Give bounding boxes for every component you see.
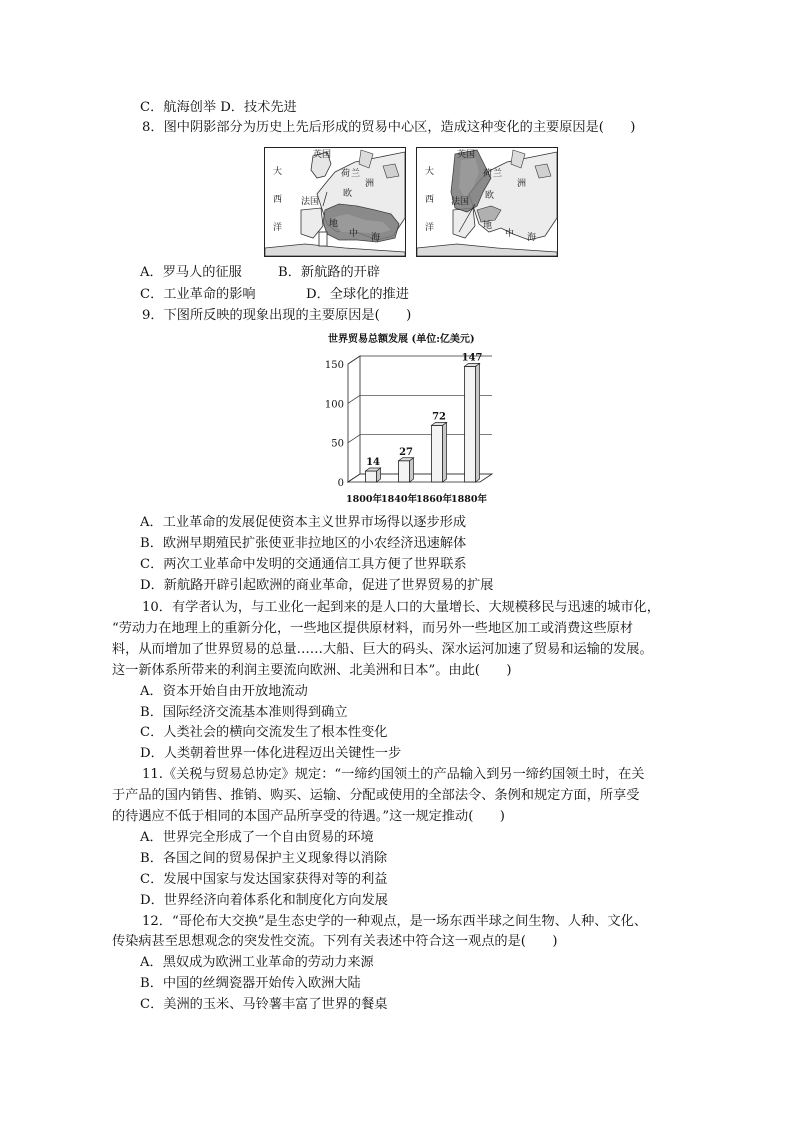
q11-line-3: 的待遇应不低于相同的本国产品所享受的待遇。”这一规定推动( ) [112, 809, 505, 824]
chart-data-label: 147 [461, 352, 483, 364]
q10-option-b: B．国际经济交流基本准则得到确立 [140, 705, 348, 720]
map1-label-netherlands: 荷 [341, 169, 351, 179]
map2-label-europe1: 欧 [485, 191, 495, 201]
map-right [416, 147, 558, 257]
map1-label-atlantic2: 西 [273, 195, 283, 205]
q9-option-c: C．两次工业革命中发明的交通通信工具方便了世界联系 [140, 557, 467, 572]
chart-ytick-label: 50 [331, 438, 344, 450]
map2-label-atlantic1: 大 [425, 167, 435, 177]
q12-line-1: 12．“哥伦布大交换”是生态史学的一种观点，是一场东西半球之间生物、人种、文化、 [142, 914, 648, 929]
map1-label-england: 英国 [313, 150, 332, 160]
chart-bar [366, 471, 377, 482]
map1-label-atlantic1: 大 [273, 167, 283, 177]
chart-xtick-label: 1800年 [346, 494, 382, 505]
q11-line-1: 11.《关税与贸易总协定》规定：“一缔约国领土的产品输入到另一缔约国领土时，在关 [142, 767, 645, 782]
chart-bar [465, 366, 476, 482]
chart-xtick-label: 1840年 [381, 494, 417, 505]
chart-xtick-label: 1860年 [416, 494, 452, 505]
q8-stem: 8．图中阴影部分为历史上先后形成的贸易中心区，造成这种变化的主要原因是( ) [142, 120, 636, 135]
q11-line-2: 于产品的国内销售、推销、购买、运输、分配或使用的全部法令、条例和规定方面，所享受 [112, 788, 640, 803]
q10-option-a: A．资本开始自由开放地流动 [140, 684, 308, 699]
q10-line-1: 10．有学者认为，与工业化一起到来的是人口的大量增长、大规模移民与迅速的城市化， [142, 600, 660, 615]
q9-option-a: A．工业革命的发展促使资本主义世界市场得以逐步形成 [140, 515, 467, 530]
chart-data-label: 27 [399, 446, 414, 458]
chart-bar-side [410, 458, 414, 482]
map2-label-atlantic3: 洋 [425, 223, 435, 233]
q7-options-cd: C．航海创举 D．技术先进 [140, 100, 297, 115]
map2-label-europe2: 洲 [517, 179, 527, 189]
europe-map-image-2 [417, 148, 557, 256]
chart-bar [399, 461, 410, 482]
map1-label-europe1: 欧 [343, 189, 353, 199]
q9-option-b: B．欧洲早期殖民扩张使亚非拉地区的小农经济迅速解体 [140, 536, 467, 551]
chart-data-label: 72 [432, 411, 447, 423]
q8-option-a: A．罗马人的征服 [140, 265, 242, 280]
chart-data-label: 14 [366, 456, 381, 468]
chart-svg [318, 330, 508, 508]
q10-line-2: “劳动力在地理上的重新分化，一些地区提供原材料，而另外一些地区加工或消费这些原材 [112, 621, 634, 636]
q8-option-d: D．全球化的推进 [306, 287, 409, 302]
chart-ytick-label: 0 [337, 478, 344, 489]
map-left [264, 147, 406, 257]
trade-bar-chart [318, 330, 508, 508]
q12-option-a: A．黑奴成为欧洲工业革命的劳动力来源 [140, 955, 374, 970]
chart-ytick-label: 100 [324, 399, 344, 411]
map1-label-med1: 地 [329, 219, 339, 229]
q10-line-4: 这一新体系所带来的利润主要流向欧洲、北美洲和日本”。由此( ) [112, 663, 512, 678]
q9-stem: 9．下图所反映的现象出现的主要原因是( ) [142, 308, 412, 323]
q11-option-d: D．世界经济向着体系化和制度化方向发展 [140, 893, 388, 908]
map1-label-med2: 中 [349, 229, 359, 239]
map2-label-england: 英国 [457, 150, 476, 160]
q12-option-b: B．中国的丝绸瓷器开始传入欧洲大陆 [140, 976, 361, 991]
q11-option-a: A．世界完全形成了一个自由贸易的环境 [140, 830, 374, 845]
map1-label-netherlands2: 兰 [351, 169, 361, 179]
map2-label-med2: 中 [505, 229, 515, 239]
q10-option-c: C．人类社会的横向交流发生了根本性变化 [140, 725, 388, 740]
map1-label-med3: 海 [371, 233, 381, 243]
map2-label-atlantic2: 西 [425, 195, 435, 205]
q10-option-d: D．人类朝着世界一体化进程迈出关键性一步 [140, 746, 402, 761]
q11-option-c: C．发展中国家与发达国家获得对等的利益 [140, 872, 388, 887]
map1-label-europe2: 洲 [365, 179, 375, 189]
q11-option-b: B．各国之间的贸易保护主义现象得以消除 [140, 851, 388, 866]
q12-option-c: C．美洲的玉米、马铃薯丰富了世界的餐桌 [140, 997, 388, 1012]
map2-label-france: 法国 [451, 197, 470, 207]
q9-option-d: D．新航路开辟引起欧洲的商业革命，促进了世界贸易的扩展 [140, 578, 494, 593]
map2-label-netherlands2: 兰 [493, 169, 503, 179]
map2-label-netherlands: 荷 [483, 169, 493, 179]
q8-option-c: C．工业革命的影响 [140, 287, 256, 302]
chart-bar-side [476, 363, 480, 482]
chart-bar-side [443, 422, 447, 482]
chart-bar [432, 425, 443, 482]
chart-title: 世界贸易总额发展 (单位:亿美元) [328, 334, 475, 345]
europe-map-image-1 [265, 148, 405, 256]
map2-label-med1: 地 [483, 221, 493, 231]
map1-label-france: 法国 [301, 197, 320, 207]
q10-line-3: 料，从而增加了世界贸易的总量……大船、巨大的码头、深水运河加速了贸易和运输的发展。 [112, 642, 653, 657]
q12-line-2: 传染病甚至思想观念的突发性交流。下列有关表述中符合这一观点的是( ) [112, 934, 558, 949]
q8-option-b: B．新航路的开辟 [278, 265, 381, 280]
chart-side-wall [348, 356, 360, 482]
chart-xtick-label: 1880年 [451, 494, 487, 505]
map2-label-med3: 海 [527, 233, 537, 243]
map1-label-atlantic3: 洋 [273, 223, 283, 233]
chart-ytick-label: 150 [324, 360, 344, 371]
